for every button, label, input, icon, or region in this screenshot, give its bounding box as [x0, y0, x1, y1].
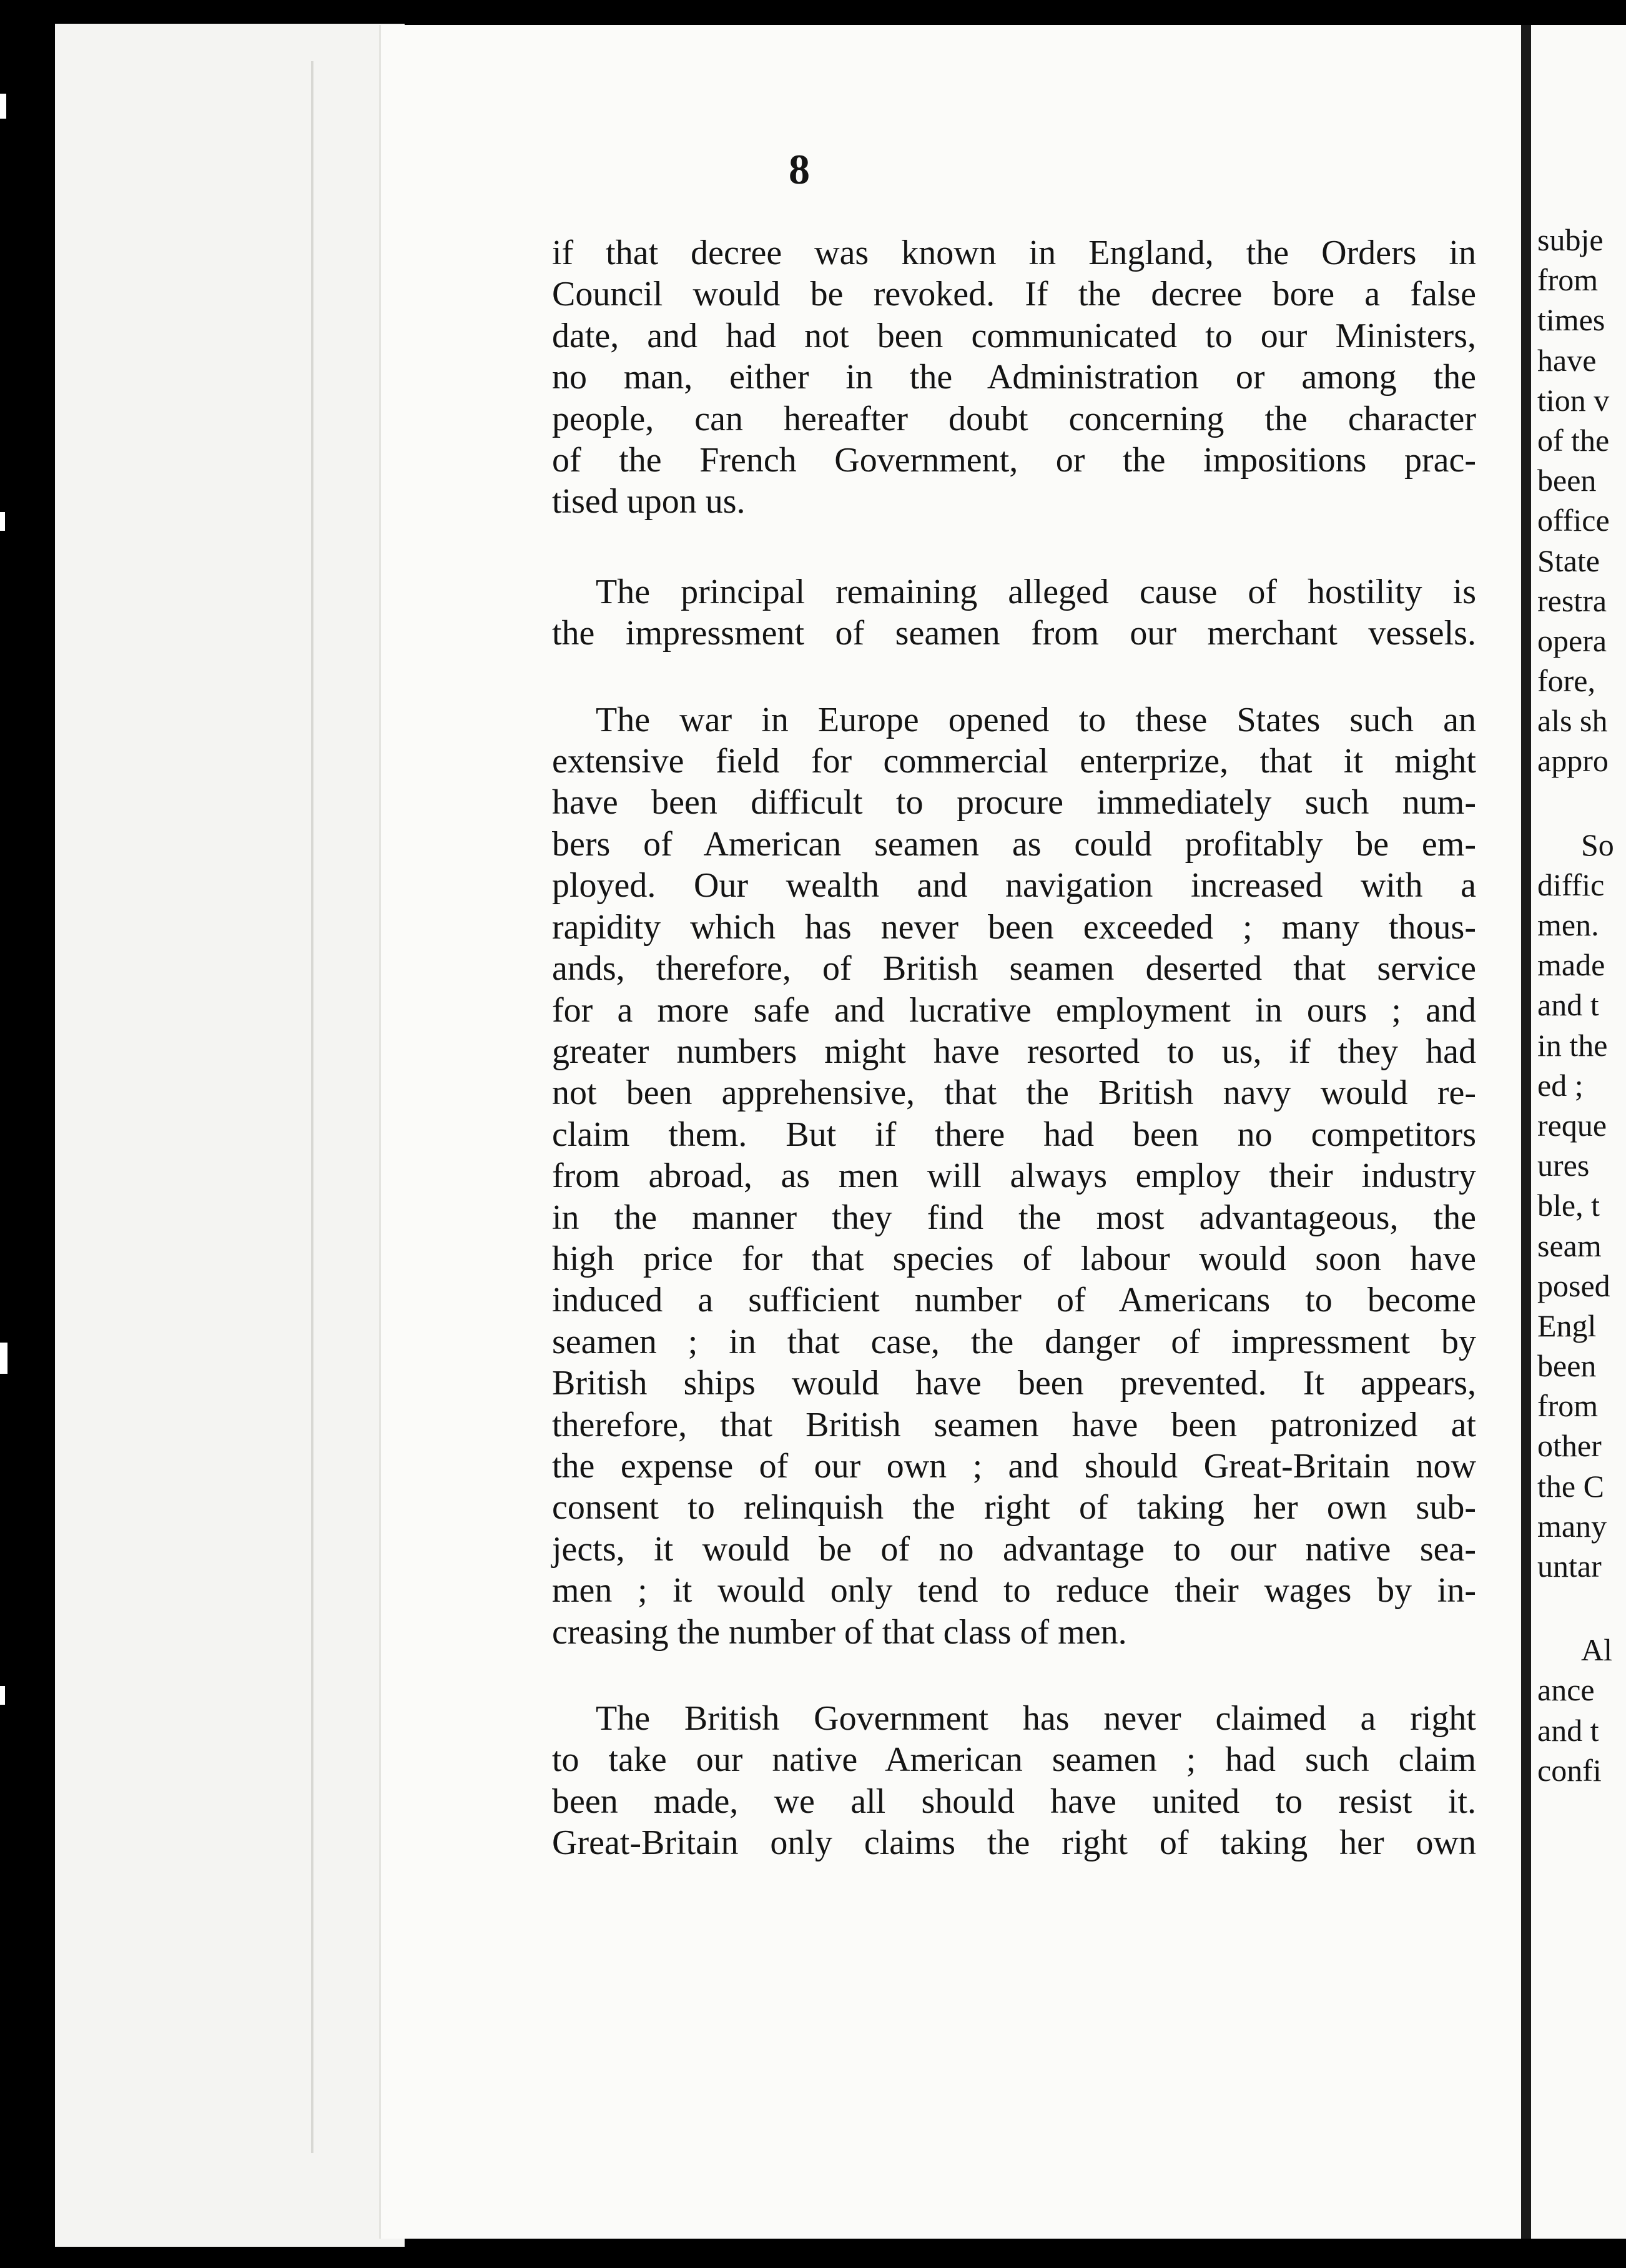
facing-text-fragment: posed [1537, 1268, 1610, 1303]
paragraph-decree [552, 232, 1476, 523]
facing-text-fragment: seam [1537, 1228, 1602, 1263]
paragraph-british-government [552, 1698, 1476, 1864]
facing-text-fragment: ance [1537, 1672, 1595, 1708]
text-line: The war in Europe opened to these States such an [596, 700, 1476, 739]
facing-text-fragment: in the [1537, 1027, 1608, 1063]
text-line: if that decree was known in England, the Orders in [552, 234, 1476, 272]
text-line: British ships would have been prevented. It appears, [552, 1364, 1476, 1403]
facing-text-fragment: and t [1537, 987, 1599, 1023]
text-line: ands, therefore, of British seamen deserted that service [552, 949, 1476, 989]
text-line: seamen ; in that case, the danger of impressment by [552, 1322, 1476, 1361]
facing-text-fragment: of the [1537, 422, 1610, 458]
text-line: Council would be revoked. If the decree bore a false [552, 275, 1476, 314]
page-number: 8 [789, 145, 810, 193]
facing-text-fragment: So [1581, 827, 1614, 862]
text-line: high price for that species of labour would soon have [552, 1239, 1476, 1278]
text-line: The British Government has never claimed a right [596, 1699, 1476, 1738]
text-line: therefore, that British seamen have been patronized at [552, 1405, 1476, 1444]
facing-text-fragment: reque [1537, 1107, 1607, 1143]
text-line: consent to relinquish the right of taking her own sub- [552, 1488, 1476, 1527]
text-line: people, can hereafter doubt concerning the character [552, 399, 1476, 438]
facing-text-fragment: fore, [1537, 663, 1595, 699]
facing-text-fragment: untar [1537, 1549, 1602, 1584]
text-line: no man, either in the Administration or among the [552, 358, 1476, 397]
facing-text-fragment: diffic [1537, 867, 1605, 902]
text-line: in the manner they find the most advantageous, the [552, 1198, 1476, 1237]
text-line: the impressment of seamen from our merchant vessels. [552, 614, 1476, 653]
facing-text-fragment: times [1537, 302, 1605, 338]
text-line: The principal remaining alleged cause of hostility is [596, 572, 1476, 611]
facing-text-fragment: Engl [1537, 1308, 1597, 1343]
text-line: jects, it would be of no advantage to our native sea- [552, 1529, 1476, 1569]
facing-text-fragment: tion v [1537, 382, 1610, 418]
facing-text-fragment: and t [1537, 1712, 1599, 1748]
text-line: have been difficult to procure immediately such num- [552, 783, 1476, 822]
facing-text-fragment: from [1537, 1388, 1599, 1424]
paragraph-impressment [552, 571, 1476, 654]
facing-text-fragment: the C [1537, 1468, 1604, 1504]
text-line: claim them. But if there had been no competitors [552, 1115, 1476, 1154]
facing-text-fragment: been [1537, 1348, 1597, 1384]
facing-page-text [1537, 220, 1626, 1790]
facing-text-fragment: als sh [1537, 703, 1608, 739]
facing-text-fragment: office [1537, 503, 1610, 538]
text-line: the expense of our own ; and should Great-Britain now [552, 1446, 1476, 1486]
facing-text-fragment: subje [1537, 222, 1604, 257]
facing-text-fragment: ures [1537, 1148, 1590, 1183]
text-line: induced a sufficient number of Americans to become [552, 1281, 1476, 1320]
facing-text-fragment: men. [1537, 907, 1599, 942]
facing-text-fragment: other [1537, 1428, 1602, 1464]
book-gutter [1521, 25, 1531, 2239]
paragraph-war-in-europe [552, 699, 1476, 1653]
paragraph-gap [1537, 1586, 1626, 1630]
text-line: men ; it would only tend to reduce their wages by in- [552, 1571, 1476, 1610]
facing-text-fragment: ble, t [1537, 1188, 1600, 1223]
facing-text-fragment: have [1537, 342, 1597, 378]
facing-text-fragment: from [1537, 262, 1599, 298]
text-column [552, 232, 1476, 1864]
facing-text-fragment: opera [1537, 623, 1607, 658]
facing-text-fragment: Al [1581, 1632, 1612, 1668]
paragraph-gap [1537, 781, 1626, 825]
facing-text-fragment: many [1537, 1508, 1607, 1544]
text-line: rapidity which has never been exceeded ; many thous- [552, 907, 1476, 947]
text-line: bers of American seamen as could profitably be em- [552, 824, 1476, 864]
text-line: for a more safe and lucrative employment in ours ; and [552, 990, 1476, 1030]
facing-text-fragment: made [1537, 947, 1605, 983]
text-line: greater numbers might have resorted to us, if they had [552, 1032, 1476, 1071]
text-line: Great-Britain only claims the right of taking her own [552, 1823, 1476, 1863]
text-line: date, and had not been communicated to our Ministers, [552, 316, 1476, 355]
back-page-sheet [55, 24, 405, 2247]
text-line: extensive field for commercial enterprize, that it might [552, 742, 1476, 781]
text-line: creasing the number of that class of men. [552, 1612, 1127, 1652]
text-line: not been apprehensive, that the British navy would re- [552, 1073, 1476, 1113]
text-line: from abroad, as men will always employ their industry [552, 1156, 1476, 1196]
facing-text-fragment: restra [1537, 583, 1607, 618]
facing-text-fragment: been [1537, 463, 1597, 498]
text-line: ployed. Our wealth and navigation increased with a [552, 866, 1476, 905]
text-line: been made, we all should have united to resist it. [552, 1782, 1476, 1821]
back-page-edge [311, 61, 313, 2153]
text-line: of the French Government, or the impositions prac- [552, 441, 1476, 480]
facing-text-fragment: ed ; [1537, 1067, 1584, 1103]
text-line: to take our native American seamen ; had such claim [552, 1740, 1476, 1780]
facing-text-fragment: confi [1537, 1752, 1602, 1788]
facing-text-fragment: appro [1537, 743, 1609, 779]
facing-text-fragment: State [1537, 543, 1600, 578]
text-line: tised upon us. [552, 482, 746, 521]
